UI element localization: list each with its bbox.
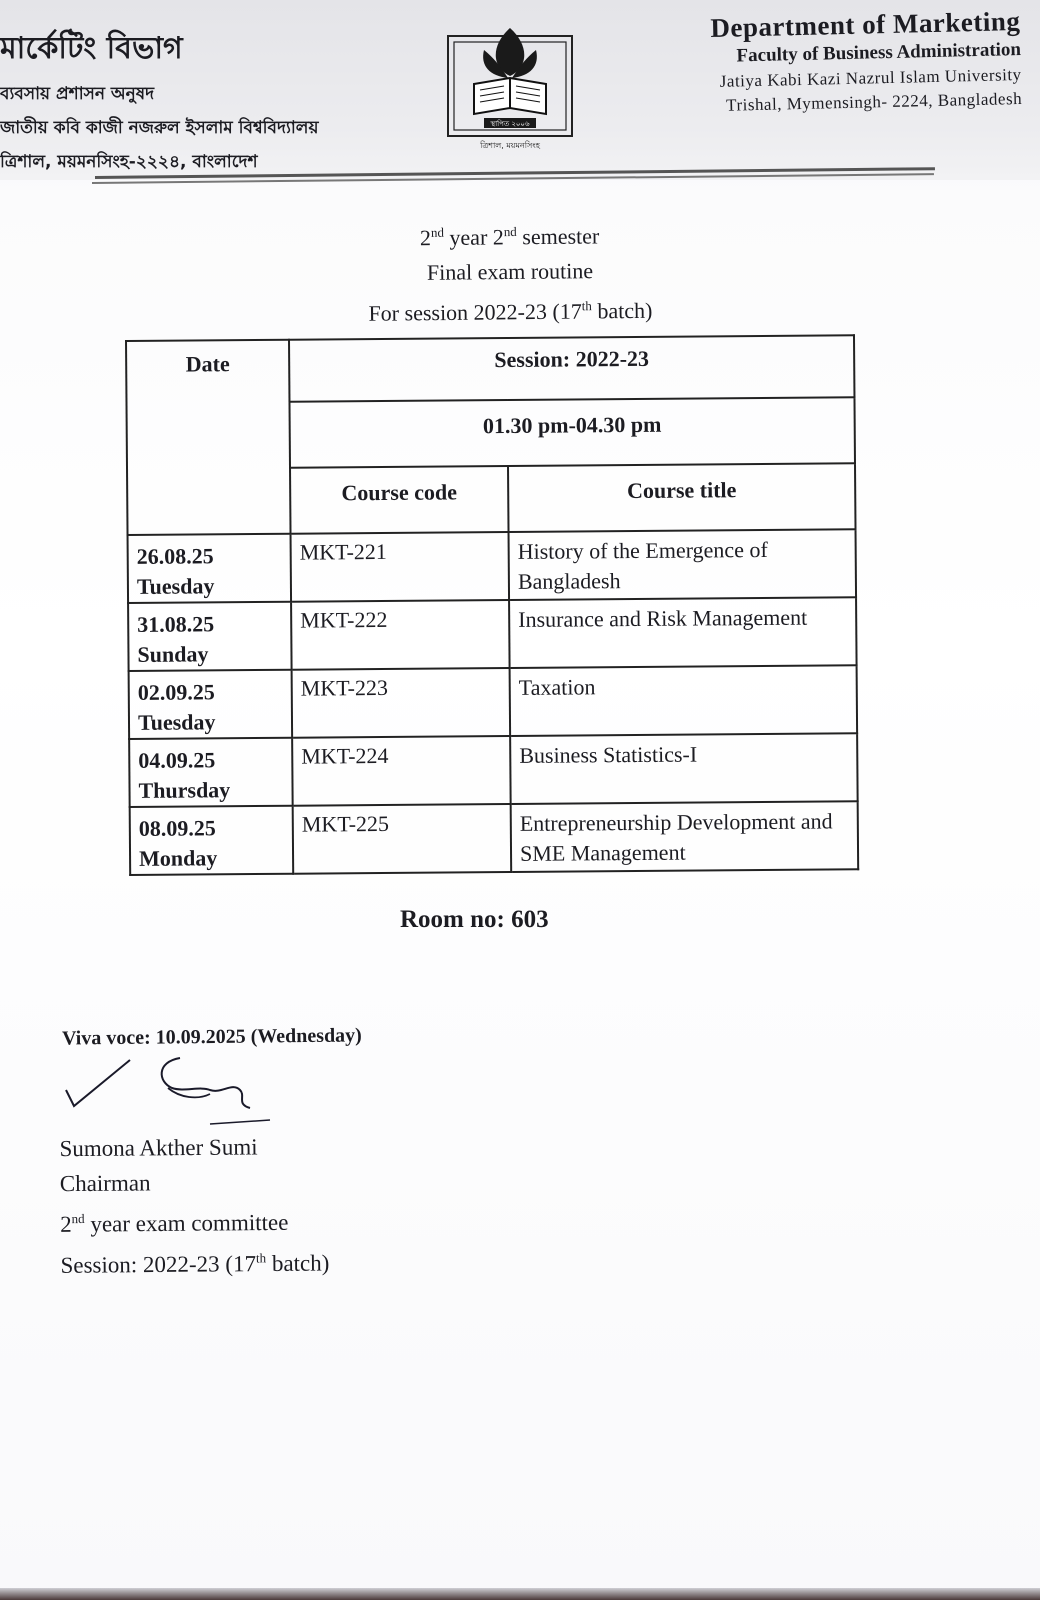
exam-day: Tuesday [136,573,215,599]
course-title-cell: Insurance and Risk Management [509,597,857,668]
english-address: Trishal, Mymensingh- 2224, Bangladesh [725,88,1023,115]
english-department: Department of Marketing [710,6,1021,44]
english-faculty: Faculty of Business Administration [736,38,1022,67]
table-row [130,801,859,875]
course-title-cell: Business Statistics-I [510,733,858,804]
viva-voce-date: Viva voce: 10.09.2025 (Wednesday) [61,1024,362,1050]
course-code-cell: MKT-221 [291,532,510,602]
batch-ordinal: th [581,298,592,314]
date-cell [129,738,293,807]
exam-routine-line: Final exam routine [426,258,594,286]
course-code-cell: MKT-222 [291,600,510,670]
course-code-cell: MKT-224 [292,736,511,806]
table-row [129,733,858,807]
bangla-address: ত্রিশাল, ময়মনসিংহ-২২২৪, বাংলাদেশ [0,152,258,172]
exam-routine-table [125,334,859,876]
bangla-university: জাতীয় কবি কাজী নজরুল ইসলাম বিশ্ববিদ্যালয় [0,118,319,138]
date-column-header: Date [126,340,291,535]
exam-day: Thursday [138,777,231,803]
exam-day: Tuesday [137,709,216,735]
session-line-pre: For session 2022-23 (17 [368,298,582,327]
signatory-block [59,1129,329,1283]
routine-title [299,212,720,332]
exam-date: 31.08.25 [137,611,215,637]
semester-text: semester [516,223,600,250]
date-cell [128,534,292,603]
bangla-letterhead [0,24,410,183]
logo-place: ত্রিশাল, ময়মনসিংহ [480,141,540,150]
session-line [300,287,720,332]
date-cell [128,602,292,671]
exam-date: 08.09.25 [138,815,216,841]
course-title-cell: Taxation [510,665,858,736]
semester-ordinal: nd [503,223,517,240]
exam-date: 04.09.25 [138,747,216,773]
exam-day: Sunday [137,641,209,667]
page-bottom-edge [0,1588,1040,1600]
course-code-header: Course code [290,466,509,534]
bangla-faculty: ব্যবসায় প্রশাসন অনুষদ [0,84,155,104]
table-row [128,597,857,671]
date-cell [129,670,293,739]
session-line-post: batch) [591,298,653,324]
exam-date: 02.09.25 [137,679,215,705]
year-number: 2 [419,225,432,251]
year-text: year [443,224,493,251]
committee-year-number: 2 [60,1211,72,1237]
signatory-session-pre: Session: 2022-23 (17 [60,1250,257,1278]
university-seal-icon [440,14,580,154]
logo-year: স্থাপিত ২০০৬ [490,120,530,128]
table-row [128,529,857,603]
room-number: Room no: 603 [400,906,549,933]
exam-time-header: 01.30 pm-04.30 pm [289,397,855,467]
course-title-cell: History of the Emergence of Bangladesh [509,529,857,600]
year-ordinal: nd [430,224,444,240]
letterhead [0,0,1040,180]
exam-date: 26.08.25 [136,543,214,569]
committee-line [60,1199,329,1242]
signatory-name: Sumona Akther Sumi [59,1134,258,1162]
table-row [129,665,858,739]
session-header: Session: 2022-23 [289,335,854,401]
english-university: Jatiya Kabi Kazi Nazrul Islam University [719,64,1022,91]
signatory-batch-ordinal: th [255,1250,267,1266]
course-code-cell: MKT-225 [293,804,512,874]
semester-number: 2 [492,224,504,250]
handwritten-signature [60,1052,280,1132]
course-title-cell: Entrepreneurship Development and SME Management [511,801,859,872]
committee-year-ordinal: nd [71,1210,85,1227]
course-code-cell: MKT-223 [292,668,511,738]
signatory-session-line [60,1239,329,1282]
english-letterhead [600,6,1022,123]
date-cell [130,806,294,875]
exam-day: Monday [138,845,218,871]
semester-line [299,212,719,257]
signatory-role: Chairman [59,1170,151,1197]
bangla-department: মার্কেটিং বিভাগ [0,31,183,66]
committee-text: year exam committee [84,1209,289,1237]
signatory-session-post: batch) [266,1250,330,1276]
course-title-header: Course title [508,463,856,532]
